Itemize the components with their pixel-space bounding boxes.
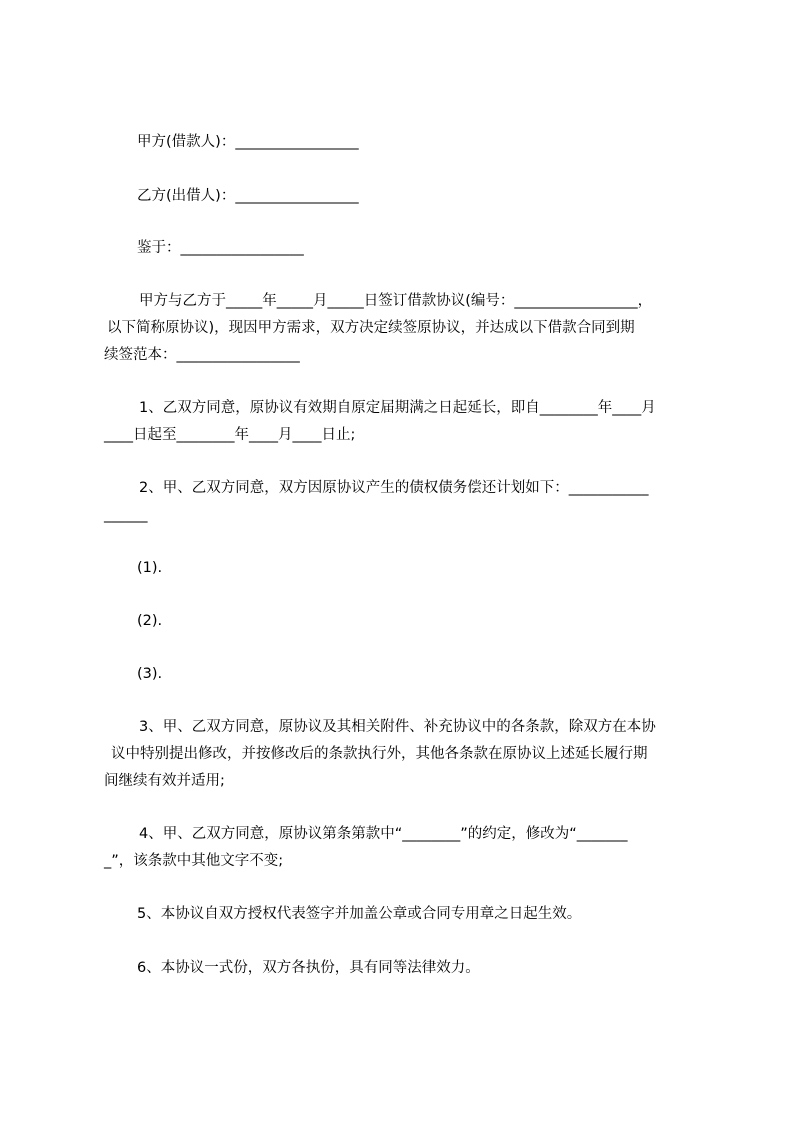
clause-5-line: 5、本协议自双方授权代表签字并加盖公章或合同专用章之日起生效。 (137, 906, 582, 922)
clause-1-line-1: 1、乙双方同意，原协议有效期自原定届期满之日起延长，即自________年____月 (139, 400, 656, 416)
clause-6-line: 6、本协议一式份，双方各执份，具有同等法律效力。 (137, 960, 480, 976)
clause-3-line-3: 间继续有效并适用; (104, 773, 225, 789)
clause-2-line-2: ______ (104, 507, 148, 523)
intro-line-1: 甲方与乙方于_____年_____月_____日签订借款协议(编号：_________________， (139, 293, 653, 309)
list-item-1: (1). (137, 560, 163, 576)
clause-4-line-2: _”，该条款中其他文字不变; (104, 853, 284, 869)
list-item-3: (3). (137, 666, 163, 682)
clause-2-line-1: 2、甲、乙双方同意，双方因原协议产生的债权债务偿还计划如下：___________ (139, 480, 649, 496)
clause-3-line-1: 3、甲、乙双方同意，原协议及其相关附件、补充协议中的各条款，除双方在本协 (139, 719, 656, 735)
list-item-2: (2). (137, 613, 163, 629)
intro-line-3: 续签范本：_________________ (104, 347, 300, 363)
party-a-line: 甲方(借款人)：_________________ (137, 134, 359, 150)
whereas-line: 鉴于：_________________ (137, 240, 304, 256)
party-b-line: 乙方(出借人)：_________________ (137, 188, 359, 204)
clause-4-line-1: 4、甲、乙双方同意，原协议第条第款中“________”的约定，修改为“_______ (139, 826, 628, 842)
clause-1-line-2: ____日起至________年____月____日止; (104, 427, 356, 443)
intro-line-2: 以下简称原协议)，现因甲方需求，双方决定续签原协议，并达成以下借款合同到期 (107, 320, 635, 336)
clause-3-line-2: 议中特别提出修改，并按修改后的条款执行外，其他各条款在原协议上述延长履行期 (111, 746, 648, 762)
